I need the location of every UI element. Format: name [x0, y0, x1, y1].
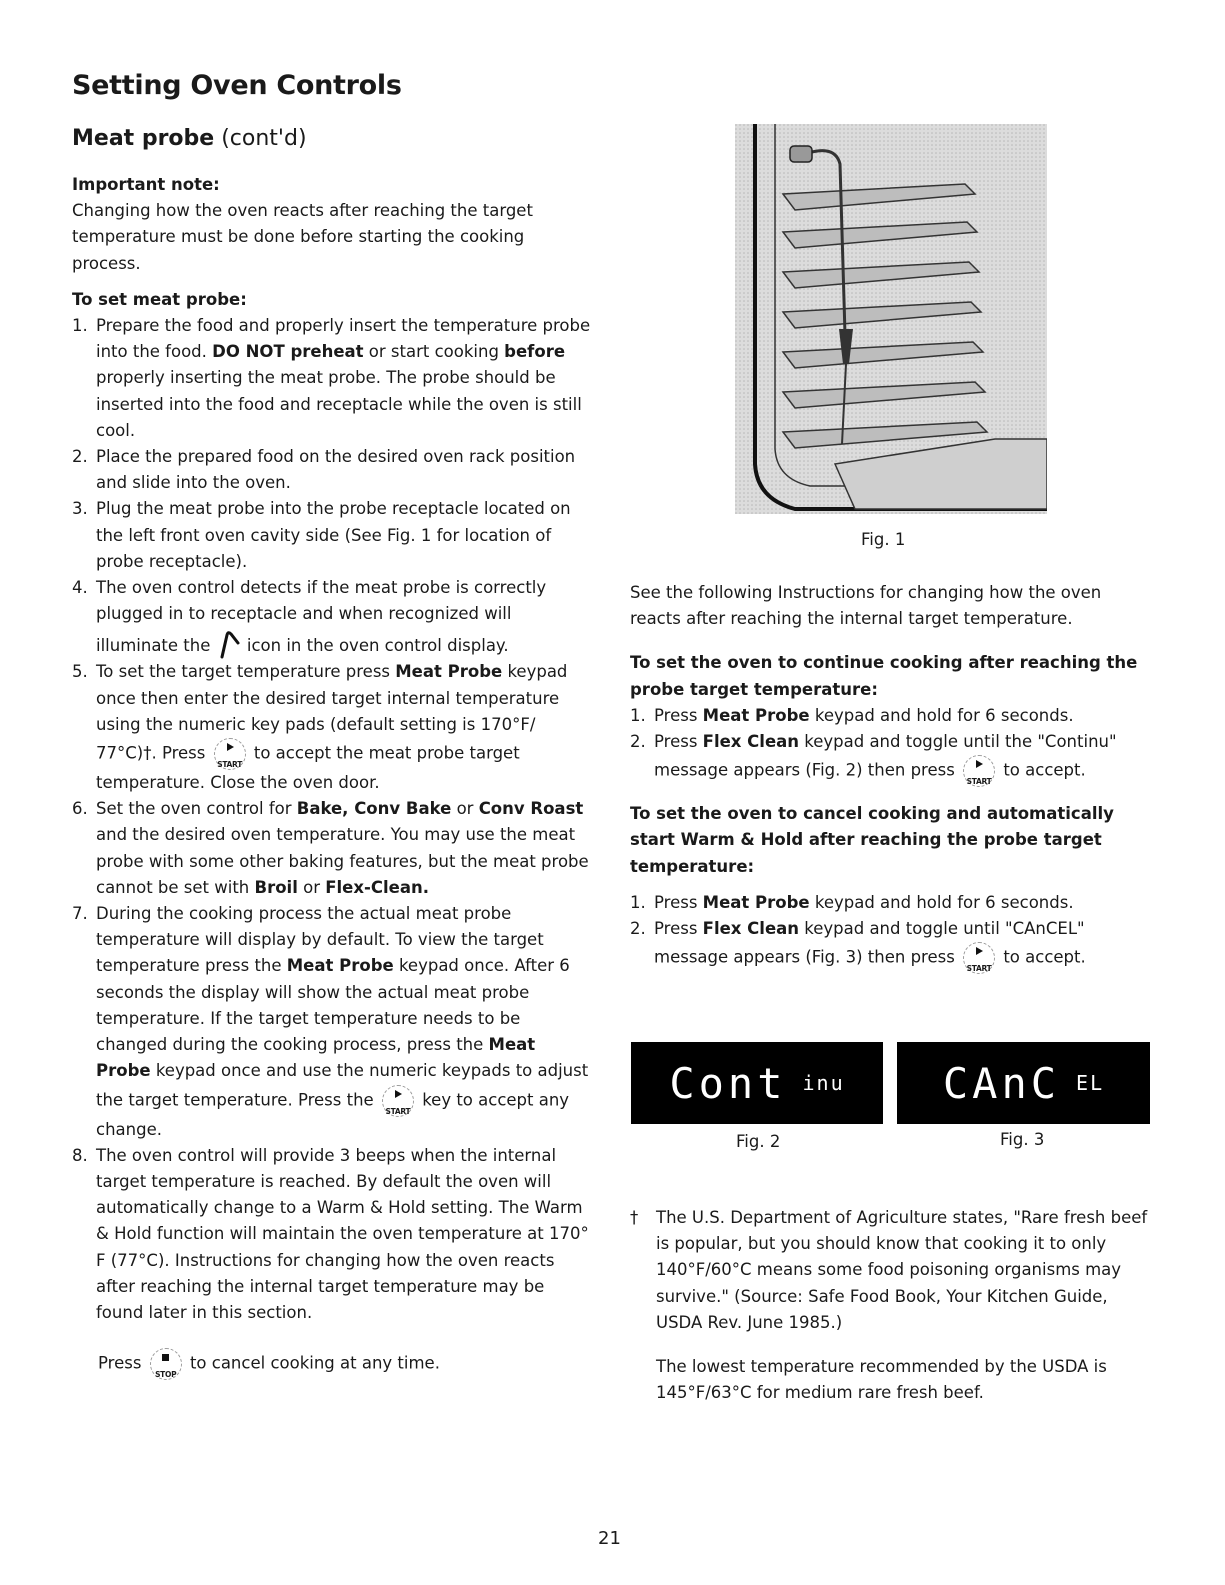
oven-cavity-illustration — [735, 124, 1047, 514]
step-text: to accept the meat probe target temperature. Close the oven door. — [96, 743, 520, 793]
step-bold: Meat Probe — [702, 705, 810, 725]
step-number: 1. — [630, 705, 646, 725]
cancel-heading: To set the oven to cancel cooking and automatically start Warm & Hold after reaching the probe target temperature: — [630, 804, 1114, 876]
step-number: 1. — [72, 316, 88, 336]
stop-label: STOP — [155, 1370, 177, 1380]
start-button-icon — [214, 738, 246, 770]
fig3-caption: Fig. 3 — [1000, 1130, 1045, 1149]
step-text: to accept. — [1003, 760, 1086, 780]
step-text: During the cooking process the actual meat probe temperature will display by default. To view the target temperature press the — [96, 904, 544, 976]
step-text: keypad once and use the numeric keypads to adjust the target temperature. Press the — [96, 1061, 589, 1109]
stop-button-icon — [150, 1348, 182, 1380]
list-item — [72, 496, 592, 575]
step-text: Press — [654, 732, 703, 752]
step-bold: Meat Probe — [286, 956, 394, 976]
step-text: keypad once. After 6 seconds the display will show the actual meat probe temperature. If the target temperature needs to be changed during the cooking process, press the — [96, 956, 570, 1055]
step-text: The oven control will provide 3 beeps when the internal target temperature is reached. By default the oven will automatically change to a Warm & Hold setting. The Warm & Hold function will maintain the oven temperature at 170° F (77°C). Instructions for changing how the oven reacts after reaching the internal target temperature may be found later in this section. — [96, 1145, 589, 1322]
step-bold: Flex Clean — [702, 919, 800, 939]
display-small-text: inu — [802, 1071, 845, 1095]
cancel-steps — [630, 890, 1150, 974]
start-label: START — [966, 964, 992, 974]
cancel-note-text: to cancel cooking at any time. — [189, 1353, 440, 1373]
step-text: key to accept any change. — [96, 1090, 570, 1139]
see-following-text: See the following Instructions for changing how the oven reacts after reaching the internal target temperature. — [630, 583, 1102, 629]
step-text: Plug the meat probe into the probe receptacle located on the left front oven cavity side (See Fig. 1 for location of probe receptacle). — [96, 499, 571, 571]
step-text: or — [297, 877, 326, 897]
step-bold: Flex Clean — [702, 732, 800, 752]
step-text: Press — [654, 919, 703, 939]
section-title-rest: (cont'd) — [221, 126, 307, 151]
step-text: To set the target temperature press — [96, 662, 396, 682]
step-text: keypad and toggle until the "Continu" message appears (Fig. 2) then press — [654, 732, 1117, 780]
start-label: START — [217, 760, 243, 770]
footnote — [630, 1205, 1150, 1406]
step-text: and the desired oven temperature. You may use the meat probe with some other baking features, but the meat probe cannot be set with — [96, 825, 589, 897]
step-bold: Conv Roast — [478, 799, 584, 819]
step-bold: Meat Probe — [702, 892, 810, 912]
step-bold: Flex-Clean. — [325, 877, 429, 897]
step-number: 1. — [630, 892, 646, 912]
list-item — [630, 890, 1150, 916]
start-button-icon — [963, 755, 995, 787]
fig2-caption: Fig. 2 — [736, 1132, 781, 1151]
step-number: 2. — [72, 447, 88, 467]
step-number: 5. — [72, 662, 88, 682]
step-text: properly inserting the meat probe. The probe should be inserted into the food and receptacle while the oven is still cool. — [96, 368, 582, 440]
step-number: 8. — [72, 1145, 88, 1165]
list-item — [72, 796, 592, 901]
start-button-icon — [382, 1085, 414, 1117]
footnote-text: The U.S. Department of Agriculture states, "Rare fresh beef is popular, but you should know that cooking it to only 140°F/60°C means some food poisoning organisms may survive." (Source: Safe Food Book, Your Kitchen Guide, USDA Rev. June 1985.) — [656, 1208, 1148, 1332]
set-probe-heading: To set meat probe: — [72, 289, 247, 309]
display-main-text: Cont — [669, 1058, 787, 1108]
step-text: icon in the oven control display. — [246, 636, 509, 656]
step-number: 6. — [72, 799, 88, 819]
page-title: Setting Oven Controls — [72, 70, 402, 101]
right-column — [630, 580, 1150, 974]
page-number: 21 — [598, 1528, 621, 1549]
step-bold: Broil — [254, 877, 298, 897]
step-number: 7. — [72, 904, 88, 924]
step-text: keypad and hold for 6 seconds. — [809, 892, 1074, 912]
meat-probe-icon — [216, 627, 242, 659]
step-text: Set the oven control for — [96, 799, 297, 819]
step-bold: Bake, Conv Bake — [296, 799, 452, 819]
list-item — [72, 444, 592, 496]
list-item — [72, 901, 592, 1143]
step-text: or start cooking — [363, 342, 505, 362]
step-number: 4. — [72, 578, 88, 598]
step-text: Place the prepared food on the desired oven rack position and slide into the oven. — [96, 447, 576, 493]
list-item — [72, 659, 592, 796]
footnote-mark: † — [630, 1208, 639, 1227]
step-text: Prepare the food and properly insert the temperature probe into the food. — [96, 316, 591, 362]
step-text: keypad and hold for 6 seconds. — [809, 705, 1074, 725]
display-cancel — [897, 1042, 1150, 1124]
step-number: 3. — [72, 499, 88, 519]
list-item — [630, 729, 1150, 787]
important-note-text: Changing how the oven reacts after reaching the target temperature must be done before starting the cooking process. — [72, 201, 533, 273]
step-number: 2. — [630, 732, 646, 752]
step-text: Press — [654, 892, 703, 912]
list-item — [72, 1143, 592, 1326]
display-continu — [631, 1042, 883, 1124]
step-text: to accept. — [1003, 947, 1086, 967]
step-bold: before — [504, 342, 566, 362]
start-button-icon — [963, 942, 995, 974]
continue-heading: To set the oven to continue cooking after reaching the probe target temperature: — [630, 653, 1138, 699]
left-column — [72, 172, 592, 1380]
cancel-note — [72, 1348, 592, 1380]
display-main-text: CAnC — [942, 1058, 1061, 1108]
section-title-bold: Meat probe — [72, 126, 215, 151]
step-text: The oven control detects if the meat probe is correctly plugged in to receptacle and when recognized will illuminate the — [96, 578, 547, 656]
list-item — [72, 575, 592, 659]
start-label: START — [385, 1106, 411, 1116]
list-item — [630, 703, 1150, 729]
start-label: START — [966, 777, 992, 787]
set-probe-steps — [72, 313, 592, 1326]
step-number: 2. — [630, 919, 646, 939]
fig1-caption: Fig. 1 — [861, 530, 906, 549]
continue-steps — [630, 703, 1150, 787]
step-text: or — [451, 799, 479, 819]
section-title — [72, 126, 307, 151]
step-bold: Meat Probe — [96, 1035, 536, 1081]
cancel-note-text: Press — [98, 1353, 142, 1373]
step-text: keypad and toggle until "CAnCEL" message appears (Fig. 3) then press — [654, 919, 1085, 967]
important-note-heading: Important note: — [72, 175, 220, 194]
list-item — [72, 313, 592, 444]
step-bold: DO NOT preheat — [212, 342, 364, 362]
step-text: keypad once then enter the desired target internal temperature using the numeric key pads (default setting is 170°F/ 77°C)†. Press — [96, 662, 568, 763]
display-small-text: EL — [1076, 1071, 1105, 1095]
step-text: Press — [654, 705, 703, 725]
step-bold: Meat Probe — [395, 662, 503, 682]
list-item — [630, 916, 1150, 974]
footnote-usda-text: The lowest temperature recommended by the USDA is 145°F/63°C for medium rare fresh beef. — [656, 1357, 1107, 1403]
